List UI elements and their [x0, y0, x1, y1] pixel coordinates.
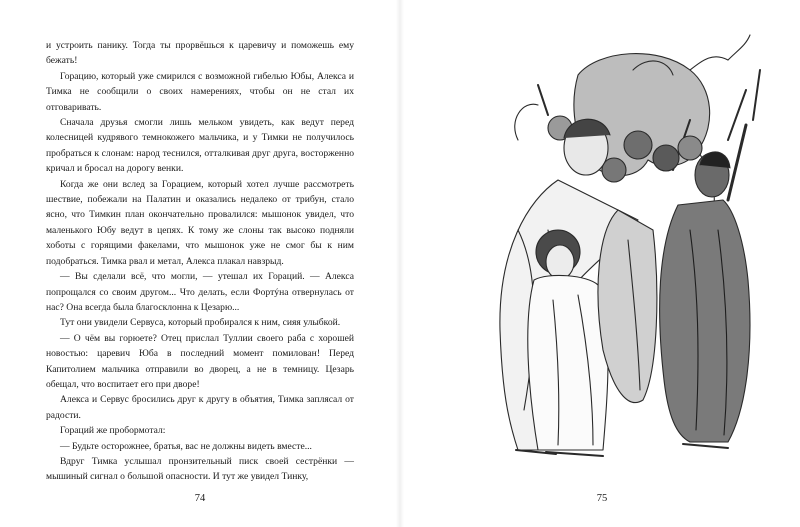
page-number-right: 75 — [596, 493, 608, 504]
paragraph: Горацию, который уже смирился с возможной гибелью Юбы, Алекса и Тимка не сообщили о своих намерениях, чтобы он не стал их отговаривать. — [46, 70, 354, 113]
roman-procession-illustration-icon — [428, 30, 764, 460]
right-page — [400, 0, 800, 527]
paragraph: Вдруг Тимка услышал пронзительный писк своей сестрёнки — мышиный сигнал о большой опасности. И тут же увидел Тинку, — [46, 455, 354, 483]
left-page-text — [46, 38, 354, 485]
paragraph: — О чём вы горюете? Отец прислал Туллии своего раба с хорошей новостью: царевич Юба в последний момент помилован! Перед Капитолием мальчика отправили во дворец, а не в темницу. Цезарь обещал, что воспитает его при дворе! — [46, 332, 354, 390]
paragraph: Сначала друзья смогли лишь мельком увидеть, как ведут перед колесницей кудрявого темнокожего мальчика, и у Тимки не получилось пробраться к слонам: народ теснился, отталкивая друг друга, восторженно кричал и бросал на дорогу венки. — [46, 117, 354, 175]
paragraph: — Будьте осторожнее, братья, вас не должны видеть вместе... — [60, 440, 312, 452]
paragraph: Когда же они вслед за Горацием, который хотел лучше рассмотреть шествие, побежали на Палатин и оказались недалеко от трибун, стало ясно, что Тимкин план окончательно провалился: мышонок увидел, что маленького Юбу ведут в цепях. К тому же слоны так высоко подняли хоботы с горящими факелами, что мышонок уже не смог бы к ним подобраться. Тимка рвал и метал, Алекса плакал навзрыд. — [46, 178, 354, 267]
page-number-left: 74 — [194, 493, 206, 504]
paragraph: и устроить панику. Тогда ты прорвёшься к царевичу и поможешь ему бежать! — [46, 40, 354, 67]
paragraph: — Вы сделали всё, что могли, — утешал их Гораций. — Алекса попрощался со своим другом... Что делать, если Фортýна отвернулась от нас? Она всегда была благосклонна к Цезарю... — [46, 271, 354, 313]
paragraph: Алекса и Сервус бросились друг к другу в объятия, Тимка запляcал от радости. — [46, 394, 354, 421]
paragraph: Гораций же пробормотал: — [60, 425, 166, 437]
paragraph: Тут они увидели Сервуса, который пробирался к ним, сияя улыбкой. — [60, 317, 341, 329]
